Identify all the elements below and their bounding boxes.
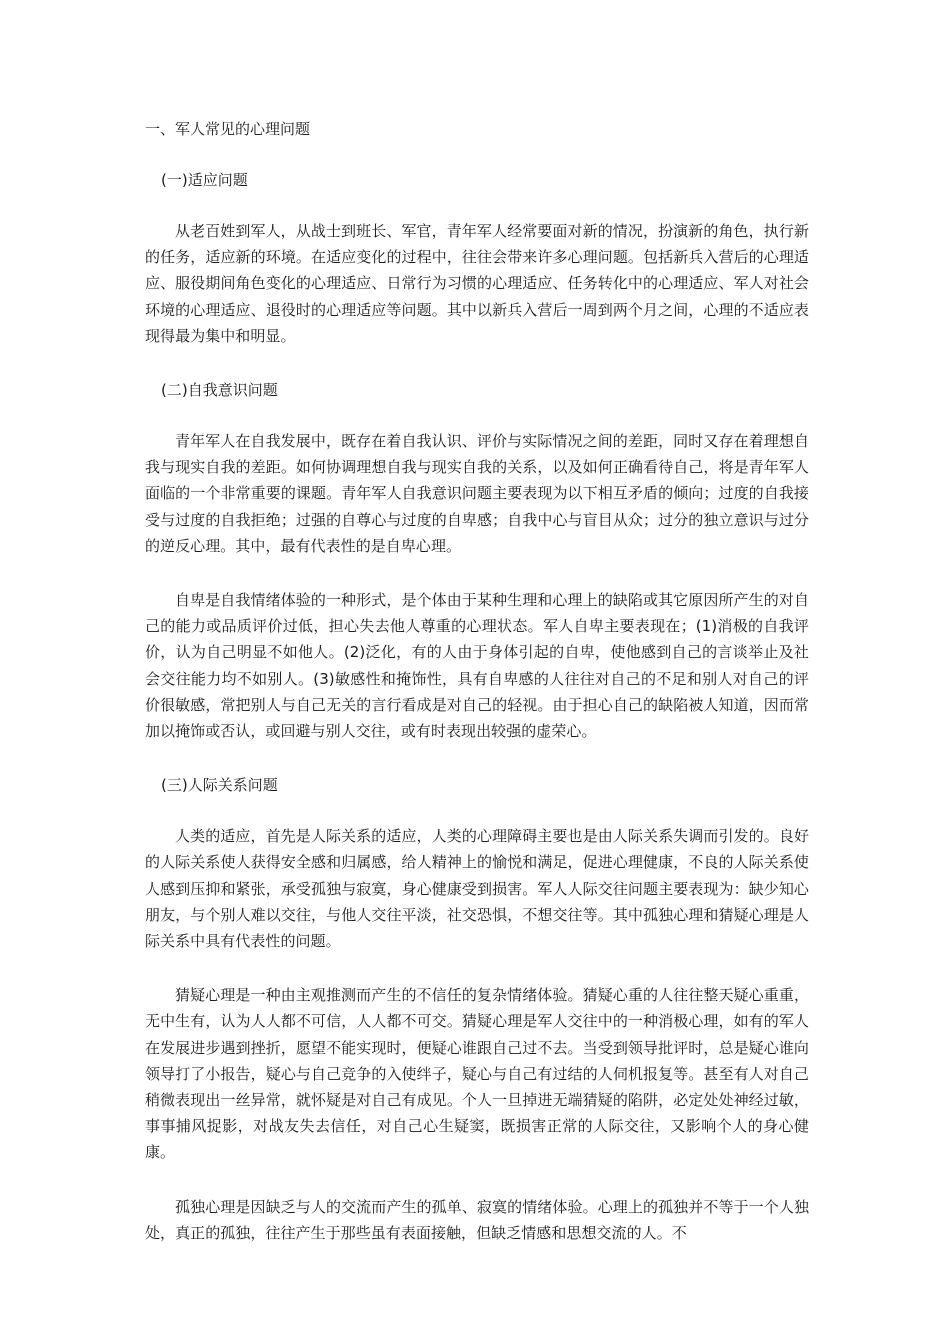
paragraph-self-awareness: 青年军人在自我发展中，既存在着自我认识、评价与实际情况之间的差距，同时又存在着理想自我与现实自我的差距。如何协调理想自我与现实自我的关系，以及如何正确看待自己，将是青年军人面临的一个非常重要的课题。青年军人自我意识问题主要表现为以下相互矛盾的倾向；过度的自我接受与过度的自我拒绝；过强的自尊心与过度的自卑感；自我中心与盲目从众；过分的独立意识与过分的逆反心理。其中，最有代表性的是自卑心理。 — [145, 432, 809, 555]
paragraph-loneliness: 孤独心理是因缺乏与人的交流而产生的孤单、寂寞的情绪体验。心理上的孤独并不等于一个人独处，真正的孤独，往往产生于那些虽有表面接触，但缺乏情感和思想交流的人。不 — [145, 1197, 809, 1242]
section-heading-interpersonal: (三)人际关系问题 — [161, 776, 278, 795]
section-heading-self-awareness: (二)自我意识问题 — [161, 381, 278, 400]
paragraph-inferiority: 自卑是自我情绪体验的一种形式，是个体由于某种生理和心理上的缺陷或其它原因所产生的对自己的能力或品质评价过低，担心失去他人尊重的心理状态。军人自卑主要表现在；(1)消极的自我评价，认为自己明显不如他人。(2)泛化，有的人由于身体引起的自卑，使他感到自己的言谈举止及社会交往能力均不如别人。(3)敏感性和掩饰性，具有自卑感的人往往对自己的不足和别人对自己的评价很敏感，常把别人与自己无关的言行看成是对自己的轻视。由于担心自己的缺陷被人知道，因而常加以掩饰或否认，或回避与别人交往，或有时表现出较强的虚荣心。 — [145, 591, 809, 741]
paragraph-interpersonal: 人类的适应，首先是人际关系的适应，人类的心理障碍主要也是由人际关系失调而引发的。良好的人际关系使人获得安全感和归属感，给人精神上的愉悦和满足，促进心理健康，不良的人际关系使人感到压抑和紧张，承受孤独与寂寞，身心健康受到损害。军人人际交往问题主要表现为：缺少知心朋友，与个别人难以交往，与他人交往平淡，社交恐惧，不想交往等。其中孤独心理和猜疑心理是人际关系中具有代表性的问题。 — [145, 827, 809, 951]
paragraph-adaptation: 从老百姓到军人，从战士到班长、军官，青年军人经常要面对新的情况，扮演新的角色，执行新的任务，适应新的环境。在适应变化的过程中，往往会带来许多心理问题。包括新兵入营后的心理适应、服役期间角色变化的心理适应、日常行为习惯的心理适应、任务转化中的心理适应、军人对社会环境的心理适应、退役时的心理适应等问题。其中以新兵入营后一周到两个月之间，心理的不适应表现得最为集中和明显。 — [145, 222, 809, 345]
section-heading-adaptation: (一)适应问题 — [161, 171, 248, 189]
document-title: 一、军人常见的心理问题 — [145, 120, 311, 138]
paragraph-suspicion: 猜疑心理是一种由主观推测而产生的不信任的复杂情绪体验。猜疑心重的人往往整天疑心重重，无中生有，认为人人都不可信，人人都不可交。猜疑心理是军人交往中的一种消极心理，如有的军人在发展进步遇到挫折，愿望不能实现时，便疑心谁跟自己过不去。当受到领导批评时，总是疑心谁向领导打了小报告，疑心与自己竞争的入使绊子，疑心与自己有过结的人伺机报复等。甚至有人对自己稍微表现出一丝异常，就怀疑是对自己有成见。个人一旦掉进无端猜疑的陷阱，必定处处神经过敏，事事捕风捉影，对战友失去信任，对自己心生疑窦，既损害正常的人际交往，又影响个人的身心健康。 — [145, 986, 809, 1162]
document-body — [145, 116, 809, 1274]
